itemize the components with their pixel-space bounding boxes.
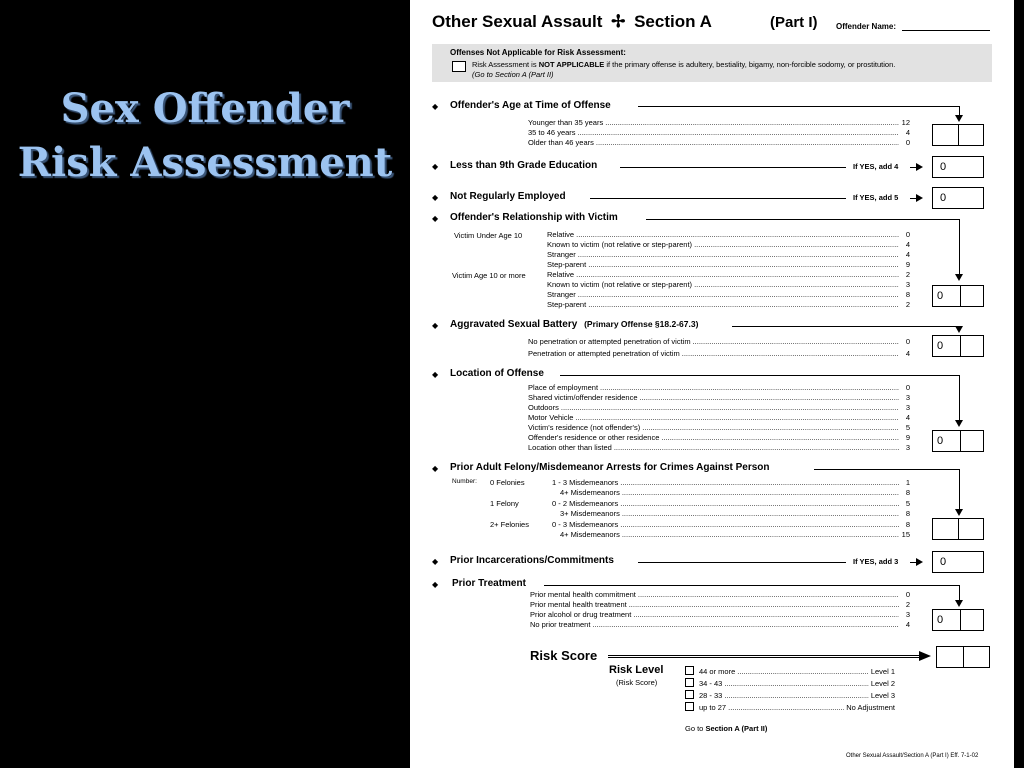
list-item: Motor Vehicle ..... 4 [528, 413, 910, 423]
treatment-leader-drop [959, 585, 960, 600]
battery-section-title: Aggravated Sexual Battery (Primary Offense §18.2-67.3) [450, 319, 699, 330]
list-item: No penetration or attempted penetration of victim ..... 0 [528, 337, 910, 347]
risk-level-items [685, 666, 895, 714]
right-arrow-icon [919, 651, 931, 661]
treatment-leader-line [544, 585, 960, 586]
list-item: 28 - 33 ..... Level 3 [685, 690, 895, 702]
risk-level-title: Risk Level [609, 664, 664, 676]
right-arrow-icon [916, 558, 923, 566]
victim-under-10-items [547, 230, 910, 270]
list-item: 4+ Misdemeanors ..... 8 [552, 488, 910, 498]
location-leader-line [560, 375, 960, 376]
bullet-diamond-icon: ◆ [432, 557, 439, 566]
list-item: Prior mental health treatment ..... 2 [530, 600, 910, 610]
list-item: 0 - 2 Misdemeanors ..... 5 [552, 499, 910, 509]
bullet-diamond-icon: ◆ [432, 580, 439, 589]
location-section-title: Location of Offense [450, 368, 544, 379]
list-item: 34 - 43 ..... Level 2 [685, 678, 895, 690]
felonies-1-items [552, 499, 910, 519]
relationship-score-box[interactable]: 0 [932, 285, 984, 307]
list-item: Relative ..... 2 [547, 270, 910, 280]
bullet-diamond-icon: ◆ [432, 102, 439, 111]
down-arrow-icon [955, 274, 963, 281]
risk-level-checkbox[interactable] [685, 678, 694, 687]
list-item: 4+ Misdemeanors ..... 15 [552, 530, 910, 540]
list-item: Step-parent ..... 2 [547, 300, 910, 310]
list-item: Location other than listed ..... 3 [528, 443, 910, 453]
bullet-diamond-icon: ◆ [432, 214, 439, 223]
incarcerations-leader-line [638, 562, 846, 563]
list-item: Place of employment ..... 0 [528, 383, 910, 393]
age-score-box[interactable] [932, 124, 984, 146]
list-item: 3+ Misdemeanors ..... 8 [552, 509, 910, 519]
arrests-section-title: Prior Adult Felony/Misdemeanor Arrests for Crimes Against Person [450, 462, 770, 473]
bullet-diamond-icon: ◆ [432, 193, 439, 202]
employment-score-box[interactable]: 0 [932, 187, 984, 209]
form-footer: Other Sexual Assault/Section A (Part I) Eff. 7-1-02 [846, 753, 979, 759]
felonies-1-label: 1 Felony [490, 499, 519, 508]
list-item: Stranger ..... 4 [547, 250, 910, 260]
not-applicable-text: Risk Assessment is NOT APPLICABLE if the primary offense is adultery, bestiality, bigamy, non-forcible sodomy, or prostitution. [472, 60, 896, 69]
down-arrow-icon [955, 115, 963, 122]
age-leader-line [638, 106, 960, 107]
list-item: No prior treatment ..... 4 [530, 620, 910, 630]
assessment-form-page [410, 0, 1014, 768]
cross-ornament-icon: ✢ [611, 12, 626, 31]
list-item: 35 to 46 years ..... 4 [528, 128, 910, 138]
form-part: (Part I) [770, 14, 818, 31]
list-item: 0 - 3 Misdemeanors ..... 8 [552, 520, 910, 530]
education-score-box[interactable]: 0 [932, 156, 984, 178]
incarcerations-note: If YES, add 3 [853, 557, 899, 566]
felonies-2-items [552, 520, 910, 540]
felonies-0-items [552, 478, 910, 498]
location-items [528, 383, 910, 453]
arrests-leader-line [814, 469, 960, 470]
education-leader-line [620, 167, 846, 168]
treatment-items [530, 590, 910, 630]
list-item: Victim's residence (not offender's) ..... 5 [528, 423, 910, 433]
risk-level-subtitle: (Risk Score) [616, 678, 658, 687]
list-item: 1 - 3 Misdemeanors ..... 1 [552, 478, 910, 488]
list-item: Relative ..... 0 [547, 230, 910, 240]
battery-score-box[interactable]: 0 [932, 335, 984, 357]
risk-level-checkbox[interactable] [685, 666, 694, 675]
relationship-section-title: Offender's Relationship with Victim [450, 212, 618, 223]
right-arrow-icon [916, 163, 923, 171]
risk-score-title: Risk Score [530, 648, 598, 663]
list-item: Step-parent ..... 9 [547, 260, 910, 270]
education-section-title: Less than 9th Grade Education [450, 160, 598, 171]
incarcerations-section-title: Prior Incarcerations/Commitments [450, 555, 614, 566]
right-arrow-icon [916, 194, 923, 202]
list-item: up to 27 ..... No Adjustment [685, 702, 895, 714]
arrests-score-box[interactable] [932, 518, 984, 540]
location-score-box[interactable]: 0 [932, 430, 984, 452]
arrests-leader-drop [959, 469, 960, 509]
list-item: Older than 46 years ..... 0 [528, 138, 910, 148]
incarcerations-score-box[interactable]: 0 [932, 551, 984, 573]
risk-score-box[interactable] [936, 646, 990, 668]
risk-level-checkbox[interactable] [685, 690, 694, 699]
bullet-diamond-icon: ◆ [432, 321, 439, 330]
not-applicable-heading: Offenses Not Applicable for Risk Assessment: [450, 48, 626, 57]
treatment-score-box[interactable]: 0 [932, 609, 984, 631]
slide-title-line-2: Risk Assessment [17, 139, 393, 186]
education-note: If YES, add 4 [853, 162, 899, 171]
list-item: Prior alcohol or drug treatment ..... 3 [530, 610, 910, 620]
list-item: Younger than 35 years ..... 12 [528, 118, 910, 128]
felonies-2-label: 2+ Felonies [490, 520, 529, 529]
employment-note: If YES, add 5 [853, 193, 899, 202]
victim-under-10-label: Victim Under Age 10 [454, 231, 523, 240]
offender-name-label: Offender Name: [836, 22, 897, 31]
victim-10-plus-items [547, 270, 910, 310]
offender-name-field[interactable] [902, 30, 990, 31]
slide-title [0, 82, 410, 190]
list-item: Shared victim/offender residence ..... 3 [528, 393, 910, 403]
relationship-leader-line [646, 219, 960, 220]
risk-score-leader-line [608, 655, 920, 660]
down-arrow-icon [955, 600, 963, 607]
bullet-diamond-icon: ◆ [432, 464, 439, 473]
risk-level-goto: Go to Section A (Part II) [685, 724, 768, 733]
victim-10-plus-label: Victim Age 10 or more [452, 271, 526, 280]
employment-leader-line [590, 198, 846, 199]
not-applicable-checkbox[interactable] [452, 61, 466, 72]
list-item: Penetration or attempted penetration of victim ..... 4 [528, 349, 910, 359]
felonies-0-label: 0 Felonies [490, 478, 525, 487]
risk-level-checkbox[interactable] [685, 702, 694, 711]
down-arrow-icon [955, 509, 963, 516]
list-item: Offender's residence or other residence ..... 9 [528, 433, 910, 443]
list-item: Stranger ..... 8 [547, 290, 910, 300]
list-item: Outdoors ..... 3 [528, 403, 910, 413]
relationship-leader-drop [959, 219, 960, 274]
list-item: Prior mental health commitment ..... 0 [530, 590, 910, 600]
bullet-diamond-icon: ◆ [432, 370, 439, 379]
age-section-title: Offender's Age at Time of Offense [450, 100, 611, 111]
list-item: Known to victim (not relative or step-parent) ..... 3 [547, 280, 910, 290]
down-arrow-icon [955, 420, 963, 427]
list-item: Known to victim (not relative or step-parent) ..... 4 [547, 240, 910, 250]
form-title: Other Sexual Assault ✢ Section A [432, 12, 712, 31]
battery-items [528, 337, 910, 359]
bullet-diamond-icon: ◆ [432, 162, 439, 171]
down-arrow-icon [955, 326, 963, 333]
list-item: 44 or more ..... Level 1 [685, 666, 895, 678]
not-applicable-goto: (Go to Section A (Part II) [472, 70, 554, 79]
age-items [528, 118, 910, 148]
number-label: Number: [452, 478, 477, 485]
treatment-section-title: Prior Treatment [452, 578, 526, 589]
location-leader-drop [959, 375, 960, 420]
slide-title-line-1: Sex Offender [60, 85, 350, 132]
employment-section-title: Not Regularly Employed [450, 191, 566, 202]
battery-leader-line [732, 326, 960, 327]
